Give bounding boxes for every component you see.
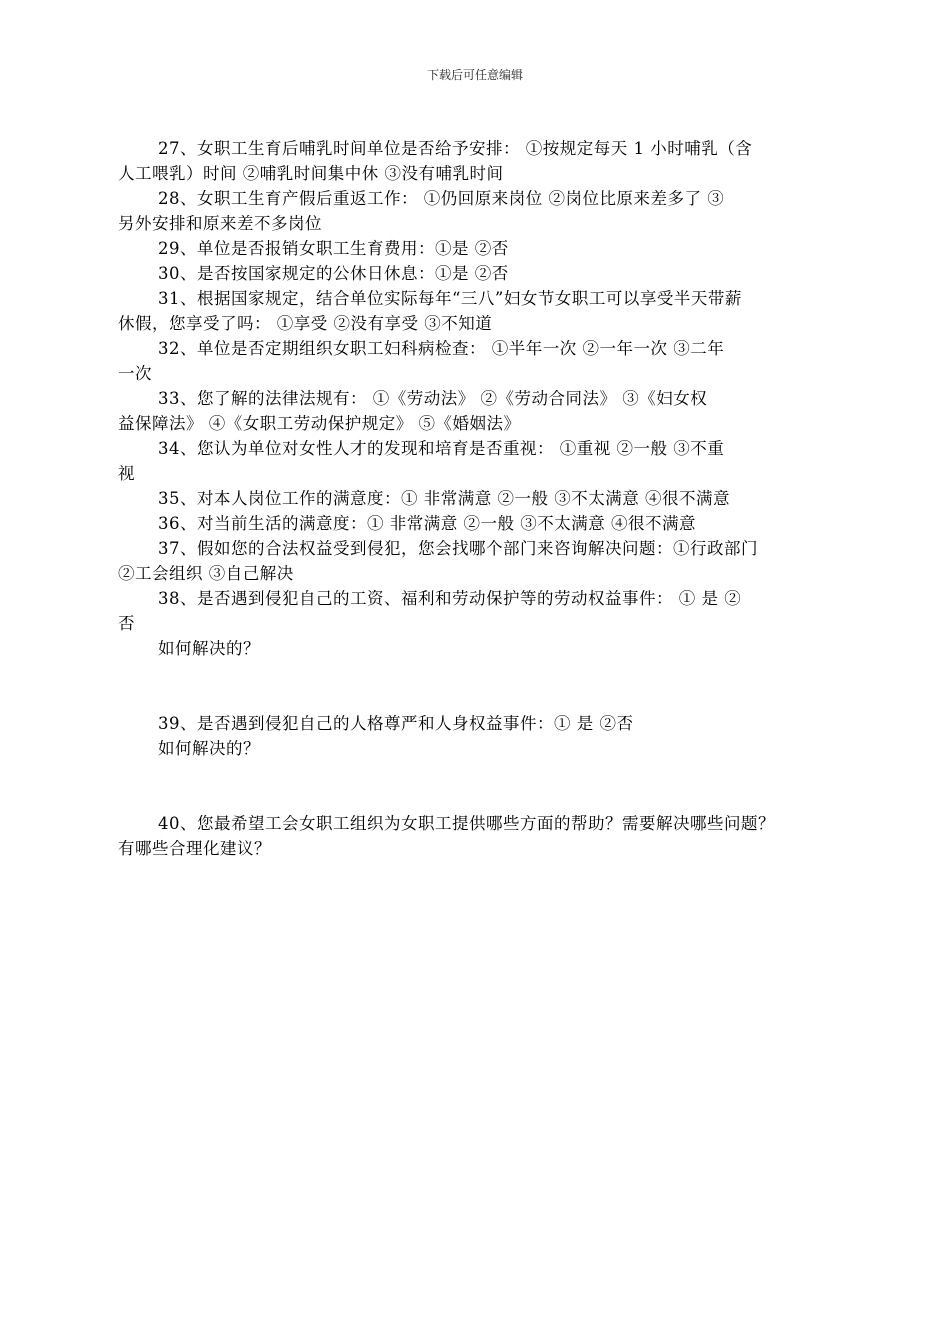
answer-space bbox=[118, 761, 834, 811]
q33-line-1: 33、您了解的法律法规有： ①《劳动法》 ②《劳动合同法》 ③《妇女权 bbox=[158, 389, 708, 408]
q40-line-1: 40、您最希望工会女职工组织为女职工提供哪些方面的帮助？需要解决哪些问题？ bbox=[158, 814, 775, 833]
q28-line-2: 另外安排和原来差不多岗位 bbox=[118, 214, 322, 233]
page-header: 下载后可任意编辑 bbox=[426, 68, 523, 82]
q38-followup: 如何解决的？ bbox=[158, 639, 260, 658]
q31-line-2: 休假，您享受了吗： ①享受 ②没有享受 ③不知道 bbox=[118, 314, 493, 333]
q30-line: 30、是否按国家规定的公休日休息：①是 ②否 bbox=[158, 264, 509, 283]
q32-line-2: 一次 bbox=[118, 364, 152, 383]
q34-line-1: 34、您认为单位对女性人才的发现和培育是否重视： ①重视 ②一般 ③不重 bbox=[158, 439, 725, 458]
q37-line-1: 37、假如您的合法权益受到侵犯，您会找哪个部门来咨询解决问题：①行政部门 bbox=[158, 539, 758, 558]
q33-line-2: 益保障法》 ④《女职工劳动保护规定》 ⑤《婚姻法》 bbox=[118, 414, 521, 433]
q34-line-2: 视 bbox=[118, 464, 135, 483]
q35-line: 35、对本人岗位工作的满意度：① 非常满意 ②一般 ③不太满意 ④很不满意 bbox=[158, 489, 730, 508]
q32-line-1: 32、单位是否定期组织女职工妇科病检查： ①半年一次 ②一年一次 ③二年 bbox=[158, 339, 725, 358]
q39-line: 39、是否遇到侵犯自己的人格尊严和人身权益事件：① 是 ②否 bbox=[158, 714, 634, 733]
q39-followup: 如何解决的？ bbox=[158, 739, 260, 758]
q27-line-2: 人工喂乳）时间 ②哺乳时间集中休 ③没有哺乳时间 bbox=[118, 164, 504, 183]
document-body bbox=[118, 136, 834, 861]
q27-line-1: 27、女职工生育后哺乳时间单位是否给予安排： ①按规定每天 1 小时哺乳（含 bbox=[158, 139, 753, 158]
q28-line-1: 28、女职工生育产假后重返工作： ①仍回原来岗位 ②岗位比原来差多了 ③ bbox=[158, 189, 725, 208]
answer-space bbox=[118, 661, 834, 711]
q29-line: 29、单位是否报销女职工生育费用：①是 ②否 bbox=[158, 239, 509, 258]
q31-line-1: 31、根据国家规定，结合单位实际每年“三八”妇女节女职工可以享受半天带薪 bbox=[158, 289, 742, 308]
q36-line: 36、对当前生活的满意度：① 非常满意 ②一般 ③不太满意 ④很不满意 bbox=[158, 514, 696, 533]
q38-line-2: 否 bbox=[118, 614, 135, 633]
q37-line-2: ②工会组织 ③自己解决 bbox=[118, 564, 294, 583]
q40-line-2: 有哪些合理化建议？ bbox=[118, 839, 271, 858]
q38-line-1: 38、是否遇到侵犯自己的工资、福利和劳动保护等的劳动权益事件： ① 是 ② bbox=[158, 589, 742, 608]
